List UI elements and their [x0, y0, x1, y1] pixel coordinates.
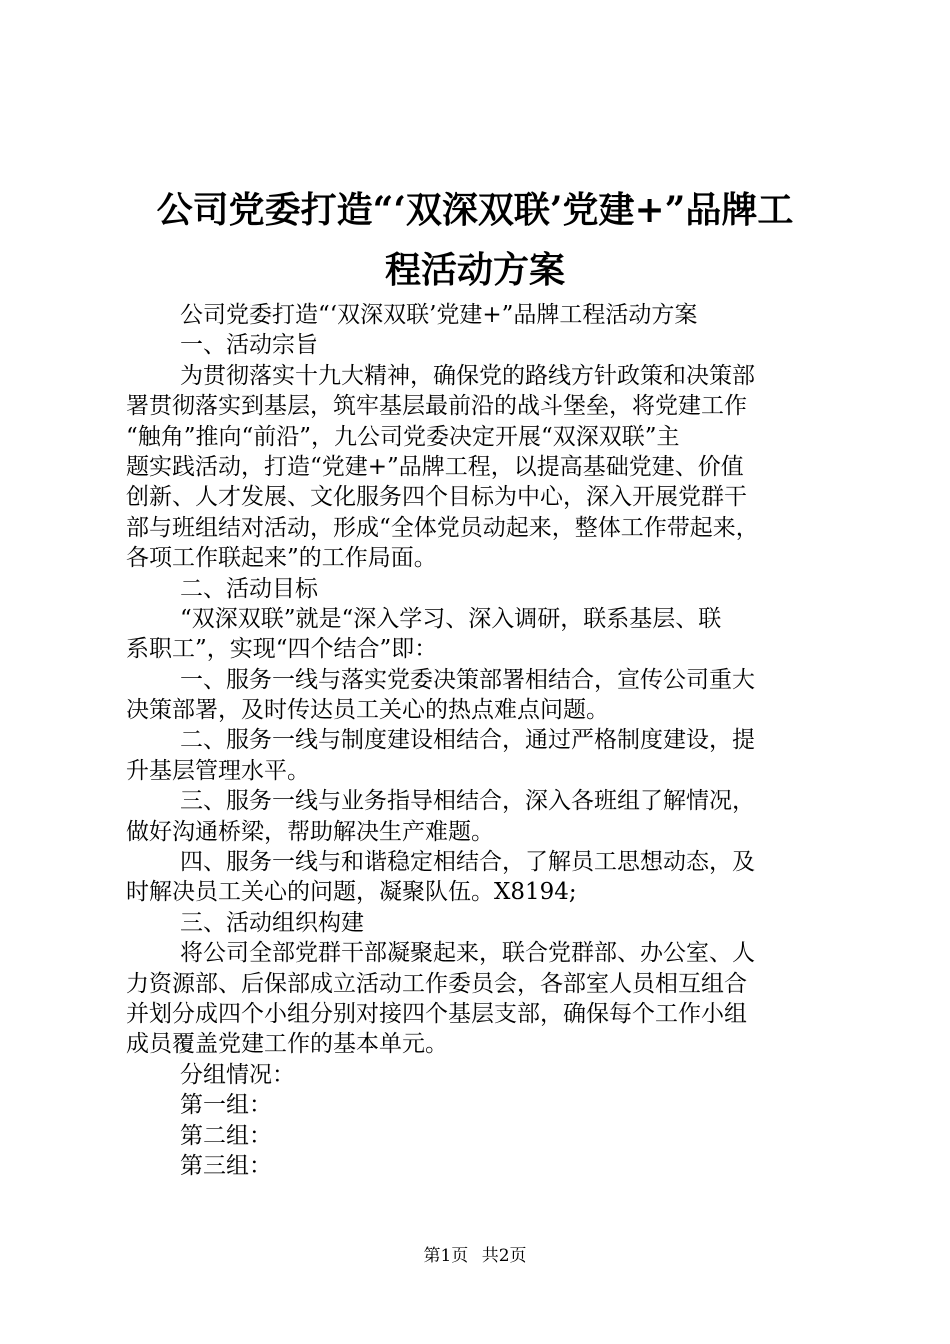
page-number-current: 第1页 — [423, 1246, 469, 1266]
body-line: 并划分成四个小组分别对接四个基层支部，确保每个工作小组 — [126, 1000, 747, 1027]
body-line: 时解决员工关心的问题，凝聚队伍。X8194; — [126, 879, 577, 906]
body-line: 系职工”，实现“四个结合”即： — [126, 636, 438, 663]
body-line: 署贯彻落实到基层，筑牢基层最前沿的战斗堡垒，将党建工作 — [126, 393, 747, 420]
body-line: 题实践活动，打造“党建+”品牌工程，以提高基础党建、价值 — [126, 453, 744, 480]
body-line: 力资源部、后保部成立活动工作委员会，各部室人员相互组合 — [126, 970, 747, 997]
page-number-total: 共2页 — [481, 1246, 527, 1266]
body-line: 各项工作联起来”的工作局面。 — [126, 545, 437, 572]
body-line: 将公司全部党群干部凝聚起来，联合党群部、办公室、人 — [180, 940, 755, 967]
body-line: “触角”推向“前沿”，九公司党委决定开展“双深双联”主 — [126, 423, 680, 450]
document-body — [126, 300, 846, 1181]
body-line: 成员覆盖党建工作的基本单元。 — [126, 1031, 448, 1058]
body-line: 分组情况： — [180, 1061, 295, 1088]
group-item: 第三组： — [180, 1152, 272, 1179]
body-line: 公司党委打造“‘双深双联’党建+”品牌工程活动方案 — [180, 302, 698, 328]
body-line: 创新、人才发展、文化服务四个目标为中心，深入开展党群干 — [126, 484, 747, 511]
group-item: 第一组： — [180, 1092, 272, 1119]
body-line: 一、服务一线与落实党委决策部署相结合，宣传公司重大 — [180, 666, 755, 693]
body-line: “双深双联”就是“深入学习、深入调研，联系基层、联 — [180, 605, 722, 632]
body-line: 三、服务一线与业务指导相结合，深入各班组了解情况， — [180, 788, 755, 815]
body-line: 二、服务一线与制度建设相结合，通过严格制度建设，提 — [180, 727, 755, 754]
body-line: 升基层管理水平。 — [126, 757, 310, 784]
document-title-line-2: 程活动方案 — [384, 249, 565, 291]
body-line: 为贯彻落实十九大精神，确保党的路线方针政策和决策部 — [180, 362, 755, 389]
section-heading: 二、活动目标 — [180, 575, 318, 602]
body-line: 部与班组结对活动，形成“全体党员动起来，整体工作带起来， — [126, 514, 759, 541]
section-heading: 三、活动组织构建 — [180, 909, 364, 936]
body-line: 做好沟通桥梁，帮助解决生产难题。 — [126, 818, 494, 845]
document-title-line-1: 公司党委打造“‘双深双联’党建+”品牌工 — [156, 189, 794, 231]
page-footer — [0, 1245, 950, 1267]
section-heading: 一、活动宗旨 — [180, 332, 318, 359]
body-line: 决策部署，及时传达员工关心的热点难点问题。 — [126, 697, 609, 724]
group-item: 第二组： — [180, 1122, 272, 1149]
body-line: 四、服务一线与和谐稳定相结合，了解员工思想动态，及 — [180, 849, 755, 876]
